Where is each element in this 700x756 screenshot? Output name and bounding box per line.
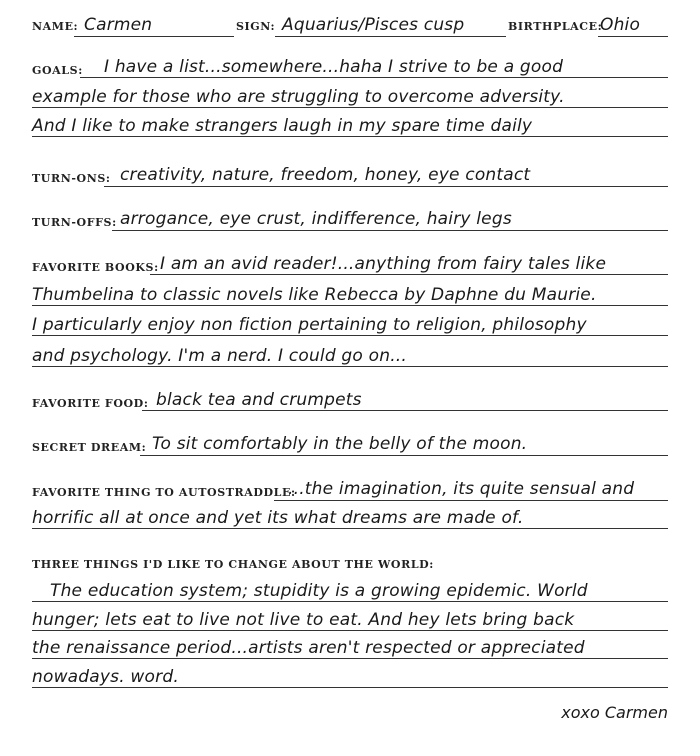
goals-answer-line-1: I have a list...somewhere...haha I strive to be a good bbox=[104, 57, 564, 77]
three-things-answer-line-3: the renaissance period...artists aren't respected or appreciated bbox=[32, 638, 585, 658]
turn-ons-rule bbox=[104, 186, 668, 187]
goals-answer-line-3: And I like to make strangers laugh in my spare time daily bbox=[32, 116, 533, 136]
three-things-answer-line-2: hunger; lets eat to live not live to eat. And hey lets bring back bbox=[32, 610, 575, 630]
three-things-answer-line-1: The education system; stupidity is a growing epidemic. World bbox=[50, 581, 588, 601]
favorite-thing-answer-line-1: ...the imagination, its quite sensual and bbox=[288, 479, 635, 499]
sign-answer: Aquarius/Pisces cusp bbox=[282, 15, 465, 35]
signoff: xoxo Carmen bbox=[561, 703, 668, 722]
three-things-label: THREE THINGS I'D LIKE TO CHANGE ABOUT THE WORLD: bbox=[32, 558, 434, 571]
favorite-books-answer-line-2: Thumbelina to classic novels like Rebecca by Daphne du Maurie. bbox=[32, 285, 597, 305]
secret-dream-rule bbox=[140, 455, 668, 456]
turn-offs-answer: arrogance, eye crust, indifference, hairy legs bbox=[120, 209, 512, 229]
turn-offs-rule bbox=[112, 230, 668, 231]
favorite-food-label: FAVORITE FOOD: bbox=[32, 397, 149, 410]
goals-label: GOALS: bbox=[32, 64, 83, 77]
sign-rule bbox=[275, 36, 506, 37]
favorite-food-answer: black tea and crumpets bbox=[156, 390, 362, 410]
sign-label: SIGN: bbox=[236, 20, 276, 33]
birthplace-answer: Ohio bbox=[600, 15, 641, 35]
birthplace-rule bbox=[598, 36, 668, 37]
favorite-books-answer-line-3: I particularly enjoy non fiction pertaining to religion, philosophy bbox=[32, 315, 587, 335]
name-label: NAME: bbox=[32, 20, 79, 33]
favorite-thing-answer-line-2: horrific all at once and yet its what dreams are made of. bbox=[32, 508, 524, 528]
secret-dream-label: SECRET DREAM: bbox=[32, 441, 147, 454]
goals-answer-line-2: example for those who are struggling to overcome adversity. bbox=[32, 87, 565, 107]
name-rule bbox=[74, 36, 234, 37]
three-things-answer-line-4: nowadays. word. bbox=[32, 667, 179, 687]
favorite-books-answer-line-4: and psychology. I'm a nerd. I could go on... bbox=[32, 346, 408, 366]
favorite-thing-rule-1 bbox=[274, 500, 668, 501]
favorite-thing-label: FAVORITE THING TO AUTOSTRADDLE: bbox=[32, 486, 296, 499]
turn-ons-label: TURN-ONS: bbox=[32, 172, 111, 185]
favorite-books-label: FAVORITE BOOKS: bbox=[32, 261, 159, 274]
turn-ons-answer: creativity, nature, freedom, honey, eye contact bbox=[120, 165, 531, 185]
birthplace-label: BIRTHPLACE: bbox=[508, 20, 603, 33]
secret-dream-answer: To sit comfortably in the belly of the moon. bbox=[152, 434, 528, 454]
favorite-books-answer-line-1: I am an avid reader!...anything from fairy tales like bbox=[160, 254, 607, 274]
turn-offs-label: TURN-OFFS: bbox=[32, 216, 117, 229]
name-answer: Carmen bbox=[84, 15, 153, 35]
